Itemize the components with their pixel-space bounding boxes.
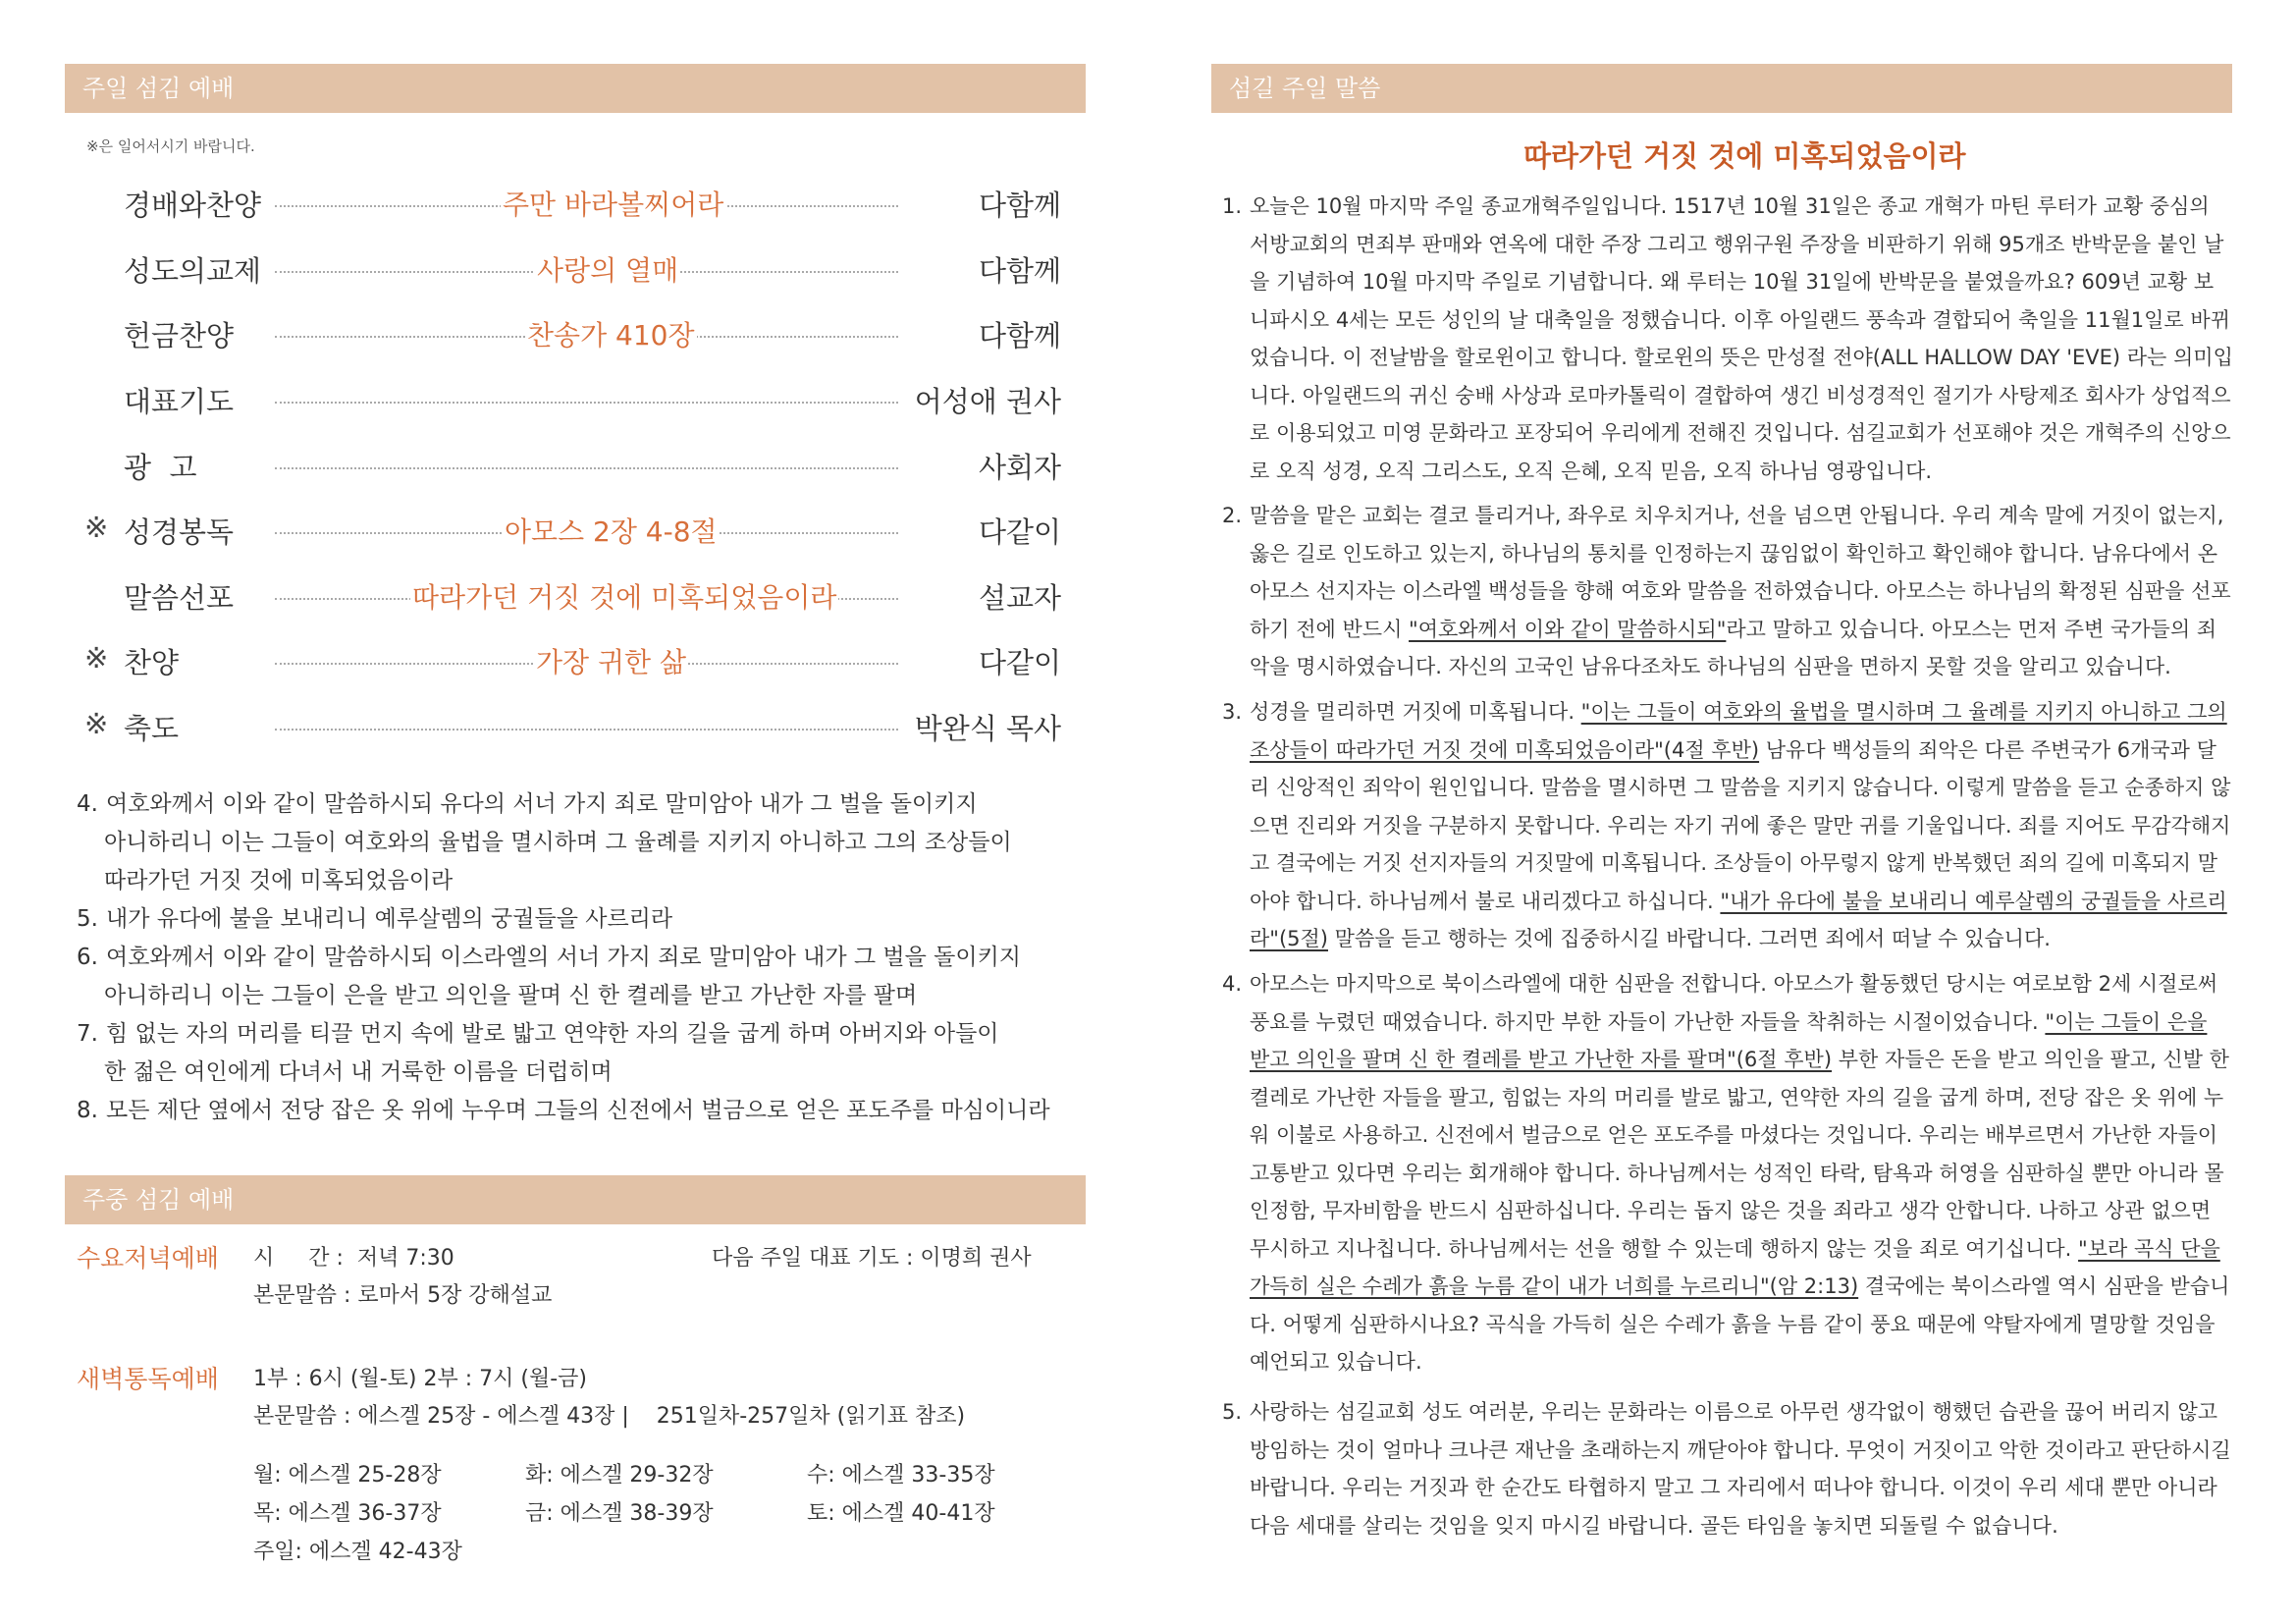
stand-mark: ※ xyxy=(84,511,109,544)
verse-text: 여호와께서 이와 같이 말씀하시되 이스라엘의 서너 가지 죄로 말미암아 내가 그 벌을 돌이키지 xyxy=(106,945,1022,970)
reading-day: 금: 에스겔 38-39장 xyxy=(525,1501,714,1526)
verse-line: 아니하리니 이는 그들이 여호와의 율법을 멸시하며 그 율례를 지키지 아니하고 그의 조상들이 xyxy=(104,830,1012,855)
service-row xyxy=(0,247,1085,287)
dawn-time: 1부 : 6시 (월-토) 2부 : 7시 (월-금) xyxy=(253,1367,587,1391)
service-row xyxy=(0,639,1085,678)
sermon-paragraph xyxy=(1222,188,2233,490)
quoted-scripture: "보라 곡식 단을 가득히 실은 수레가 흙을 누름 같이 내가 너희를 누르리니"(암 2:13) xyxy=(1250,1236,2220,1298)
verse-number: 7. xyxy=(77,1021,98,1047)
paragraph-number: 5. xyxy=(1222,1400,1243,1424)
verse-line xyxy=(77,939,1021,977)
sermon-paragraph xyxy=(1222,497,2233,686)
wednesday-time: 시 간 : 저녁 7:30 xyxy=(253,1246,454,1271)
paragraph-number: 2. xyxy=(1222,504,1243,527)
service-row xyxy=(0,378,1085,417)
service-row xyxy=(0,444,1085,483)
service-item-label: 축도 xyxy=(124,712,180,745)
verse-number: 6. xyxy=(77,945,98,970)
service-item-leader: 사회자 xyxy=(978,451,1061,484)
reading-day: 화: 에스겔 29-32장 xyxy=(525,1463,714,1488)
verse-line: 한 젊은 여인에게 다녀서 내 거룩한 이름을 더럽히며 xyxy=(104,1059,613,1085)
service-item-content: 따라가던 거짓 것에 미혹되었음이라 xyxy=(410,576,838,616)
service-row xyxy=(0,182,1085,221)
stand-mark: ※ xyxy=(84,641,109,675)
quoted-scripture: "여호와께서 이와 같이 말씀하시되" xyxy=(1409,617,1727,641)
service-item-leader: 다같이 xyxy=(978,646,1061,679)
service-item-label: 성도의교제 xyxy=(124,254,262,288)
reading-day: 목: 에스겔 36-37장 xyxy=(253,1501,442,1526)
standing-note: ※은 일어서시기 바랍니다. xyxy=(86,137,255,155)
verse-text: 여호와께서 이와 같이 말씀하시되 유다의 서너 가지 죄로 말미암아 내가 그 벌을 돌이키지 xyxy=(106,791,978,817)
service-item-label: 찬양 xyxy=(124,646,180,679)
service-row xyxy=(0,509,1085,548)
text-run: 말씀을 맡은 교회는 결코 틀리거나, 좌우로 치우치거나, 선을 넘으면 안됩니다. 우리 계속 말에 거짓이 없는지, 옳은 길로 인도하고 있는지, 하나님의 통치를 인정하는지 끊임없이 확인하고 확인해야 합니다. 남유다에서 온 아모스 선지자는 이스라엘 백성들을 향해 여호와 말씀을 전하였습니다. 아모스는 하나님의 확정된 심판을 선포하기 전에 반드시 xyxy=(1250,504,2231,641)
leader-dots xyxy=(275,402,898,404)
dawn-text: 본문말씀 : 에스겔 25장 - 에스겔 43장 | 251일차-257일차 (읽기표 참조) xyxy=(253,1404,966,1429)
verse-line xyxy=(77,785,978,824)
service-item-leader: 다함께 xyxy=(978,254,1061,288)
paragraph-number: 3. xyxy=(1222,700,1243,724)
service-row xyxy=(0,312,1085,352)
text-run: 남유다 백성들의 죄악은 다른 주변국가 6개국과 달리 신앙적인 죄악이 원인입니다. 말씀을 멸시하면 그 말씀을 지키지 않습니다. 이렇게 말씀을 듣고 순종하지 않으면 진리와 거짓을 구분하지 못합니다. 우리는 자기 귀에 좋은 말만 귀를 기울입니다. 죄를 지어도 무감각해지고 결국에는 거짓 선지자들의 거짓말에 미혹됩니다. 조상들이 아무렇지 않게 반복했던 죄의 길에 미혹되지 말아야 합니다. 하나님께서 불로 내리겠다고 하십니다. xyxy=(1250,737,2231,913)
verse-line xyxy=(77,900,672,939)
leader-dots xyxy=(275,467,898,469)
reading-day: 월: 에스겔 25-28장 xyxy=(253,1463,442,1488)
sermon-paragraph xyxy=(1222,693,2233,958)
text-run: 성경을 멀리하면 거짓에 미혹됩니다. xyxy=(1250,700,1581,724)
paragraph-text xyxy=(1250,188,2233,490)
leader-dots xyxy=(275,729,898,731)
text-run: 결국에는 북이스라엘 역시 심판을 받습니다. 어떻게 심판하시나요? 곡식을 가득히 실은 수레가 흙을 누름 같이 풍요 때문에 약탈자에게 멸망할 것임을 예언되고 있습니다. xyxy=(1250,1274,2230,1374)
sermon-header: 섬길 주일 말씀 xyxy=(1211,64,2232,113)
service-item-label: 말씀선포 xyxy=(124,581,235,615)
verse-text: 모든 제단 옆에서 전당 잡은 옷 위에 누우며 그들의 신전에서 벌금으로 얻은 포도주를 마심이니라 xyxy=(106,1098,1050,1123)
weekday-service-header: 주중 섬김 예배 xyxy=(65,1175,1086,1224)
text-run: 말씀을 듣고 행하는 것에 집중하시길 바랍니다. 그러면 죄에서 떠날 수 있습니다. xyxy=(1327,927,2051,950)
service-item-leader: 다함께 xyxy=(978,319,1061,352)
verse-line xyxy=(77,1015,999,1054)
service-row xyxy=(0,574,1085,614)
paragraph-text xyxy=(1250,693,2233,958)
service-item-leader: 어성애 권사 xyxy=(914,385,1061,418)
verse-number: 8. xyxy=(77,1098,98,1123)
quoted-scripture: "이는 그들이 여호와의 율법을 멸시하며 그 율례를 지키지 아니하고 그의 조상들이 따라가던 거짓 것에 미혹되었음이라"(4절 후반) xyxy=(1250,700,2227,762)
service-item-label: 경배와찬양 xyxy=(124,189,262,222)
verse-text: 내가 유다에 불을 보내리니 예루살렘의 궁궐들을 사르리라 xyxy=(106,906,673,932)
next-prayer-leader: 다음 주일 대표 기도 : 이명희 권사 xyxy=(712,1246,1032,1271)
verse-text: 힘 없는 자의 머리를 티끌 먼지 속에 발로 밟고 연약한 자의 길을 굽게 하며 아버지와 아들이 xyxy=(106,1021,999,1047)
text-run: 사랑하는 섬길교회 성도 여러분, 우리는 문화라는 이름으로 아무런 생각없이 행했던 습관을 끊어 버리지 않고 방임하는 것이 얼마나 크나큰 재난을 초래하는지 깨닫아야 합니다. 무엇이 거짓이고 악한 것이라고 판단하시길 바랍니다. 우리는 거짓과 한 순간도 타협하지 말고 그 자리에서 떠나야 합니다. 이것이 우리 세대 뿐만 아니라 다음 세대를 살리는 것임을 잊지 마시길 바랍니다. 골든 타임을 놓치면 되돌릴 수 없습니다. xyxy=(1250,1400,2231,1538)
text-run: 오늘은 10월 마지막 주일 종교개혁주일입니다. 1517년 10월 31일은 종교 개혁가 마틴 루터가 교황 중심의 서방교회의 면죄부 판매와 연옥에 대한 주장 그리고 행위구원 주장을 비판하기 위해 95개조 반박문을 붙인 날을 기념하여 10월 마지막 주일로 기념합니다. 왜 루터는 10월 31일에 반박문을 붙였을까요? 609년 교황 보니파시오 4세는 모든 성인의 날 대축일을 정했습니다. 이후 아일랜드 풍속과 결합되어 축일을 11월1일로 바뀌었습니다. 이 전날밤을 할로윈이고 합니다. 할로윈의 뜻은 만성절 전야(ALL HALLOW DAY 'EVE) 라는 의미입니다. 아일랜드의 귀신 숭배 사상과 로마카톨릭이 결합하여 생긴 비성경적인 절기가 사탕제조 회사가 상업적으로 이용되었고 미영 문화라고 포장되어 우리에게 전해진 것입니다. 섬길교회가 선포해야 것은 개혁주의 신앙으로 오직 성경, 오직 그리스도, 오직 은혜, 오직 믿음, 오직 하나님 영광입니다. xyxy=(1250,194,2233,483)
text-run: 부한 자들은 돈을 받고 의인을 팔고, 신발 한 켤레로 가난한 자들을 팔고, 힘없는 자의 머리를 발로 밟고, 연약한 자의 길을 굽게 하며, 전당 잡은 옷 위에 누워 이불로 사용하고. 신전에서 벌금으로 얻은 포도주를 마셨다는 것입니다. 우리는 배부르면서 가난한 자들이 고통받고 있다면 우리는 회개해야 합니다. 하나님께서는 성적인 타락, 탐욕과 허영을 심판하실 뿐만 아니라 몰인정함, 무자비함을 반드시 심판하십니다. 우리는 돕지 않은 것을 죄라고 생각 안합니다. 나하고 상관 없으면 무시하고 지나칩니다. 하나님께서는 선을 행할 수 있는데 행하지 않는 것을 죄로 여기십니다. xyxy=(1250,1048,2229,1261)
verse-line: 따라가던 거짓 것에 미혹되었음이라 xyxy=(104,868,454,893)
paragraph-number: 1. xyxy=(1222,194,1243,218)
verse-number: 4. xyxy=(77,791,98,817)
service-item-content: 주만 바라볼찌어라 xyxy=(501,184,725,223)
service-item-content: 찬송가 410장 xyxy=(525,314,697,353)
verse-number: 5. xyxy=(77,906,98,932)
reading-day: 수: 에스겔 33-35장 xyxy=(807,1463,995,1488)
text-run: 아모스는 마지막으로 북이스라엘에 대한 심판을 전합니다. 아모스가 활동했던 당시는 여로보함 2세 시절로써 풍요를 누렸던 때였습니다. 하지만 부한 자들이 가난한 자들을 착취하는 시절이었습니다. xyxy=(1250,972,2218,1034)
service-item-leader: 다함께 xyxy=(978,189,1061,222)
sermon-title: 따라가던 거짓 것에 미혹되었음이라 xyxy=(1523,139,1966,173)
service-item-label: 헌금찬양 xyxy=(124,319,235,352)
service-item-leader: 다같이 xyxy=(978,515,1061,549)
paragraph-text xyxy=(1250,497,2233,686)
service-item-label: 광 고 xyxy=(124,451,197,484)
wednesday-service-label: 수요저녁예배 xyxy=(77,1244,219,1272)
paragraph-number: 4. xyxy=(1222,972,1243,996)
service-item-label: 대표기도 xyxy=(124,385,235,418)
paragraph-text xyxy=(1250,965,2233,1381)
sermon-paragraph xyxy=(1222,965,2233,1381)
service-item-content: 가장 귀한 삶 xyxy=(534,641,688,680)
service-item-content: 사랑의 열매 xyxy=(535,249,680,289)
text-run: 라고 말하고 있습니다. 아모스는 먼저 주변 국가들의 죄악을 명시하였습니다. 자신의 고국인 남유다조차도 하나님의 심판을 면하지 못할 것을 알리고 있습니다. xyxy=(1250,617,2217,678)
quoted-scripture: "내가 유다에 불을 보내리니 예루살렘의 궁궐들을 사르리라"(5절) xyxy=(1250,889,2227,950)
wednesday-text: 본문말씀 : 로마서 5장 강해설교 xyxy=(253,1283,553,1308)
reading-day: 주일: 에스겔 42-43장 xyxy=(253,1540,462,1564)
quoted-scripture: "이는 그들이 은을 받고 의인을 팔며 신 한 켤레를 받고 가난한 자를 팔며"(6절 후반) xyxy=(1250,1009,2208,1071)
service-item-content: 아모스 2장 4-8절 xyxy=(503,511,720,550)
dawn-service-label: 새벽통독예배 xyxy=(77,1365,219,1393)
service-item-leader: 설교자 xyxy=(978,581,1061,615)
paragraph-text xyxy=(1250,1393,2233,1544)
service-row xyxy=(0,705,1085,744)
service-item-leader: 박완식 목사 xyxy=(914,712,1061,745)
sunday-service-header: 주일 섬김 예배 xyxy=(65,64,1086,113)
sermon-paragraph xyxy=(1222,1393,2233,1544)
stand-mark: ※ xyxy=(84,707,109,740)
service-item-label: 성경봉독 xyxy=(124,515,235,549)
verse-line: 아니하리니 이는 그들이 은을 받고 의인을 팔며 신 한 켤레를 받고 가난한 자를 팔며 xyxy=(104,983,918,1008)
verse-line xyxy=(77,1092,1050,1130)
reading-day: 토: 에스겔 40-41장 xyxy=(807,1501,995,1526)
